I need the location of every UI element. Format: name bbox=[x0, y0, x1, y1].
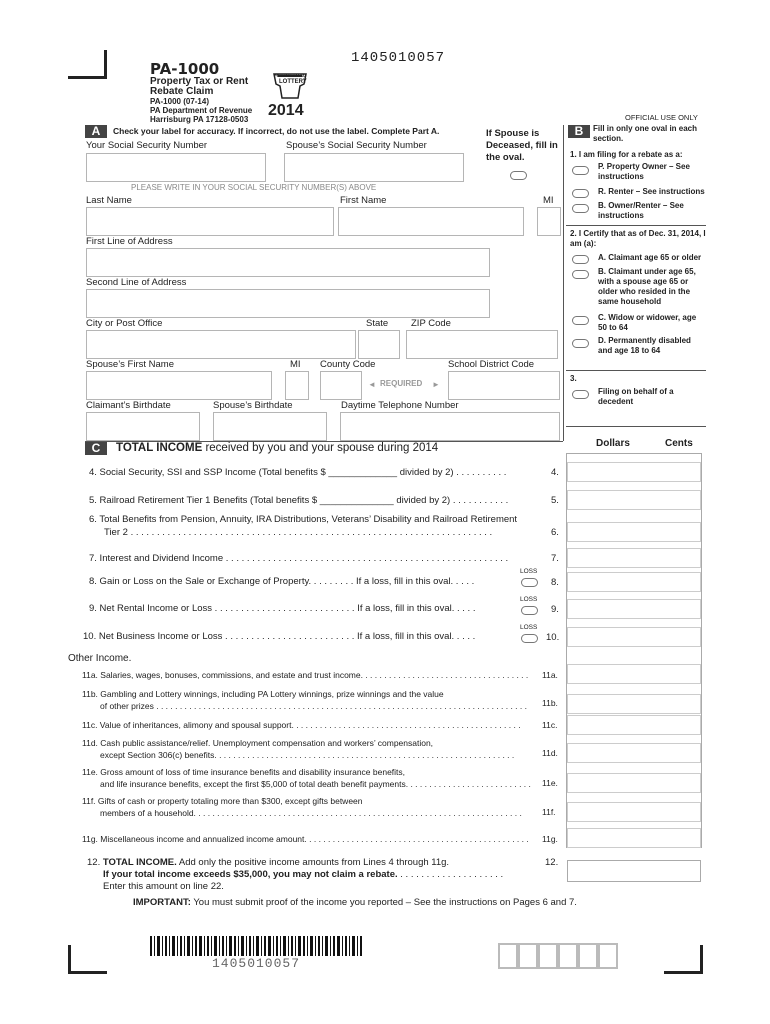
address1-input[interactable] bbox=[86, 248, 490, 277]
oval-widow[interactable] bbox=[572, 316, 589, 325]
section-b-q1: 1. I am filing for a rebate as a: bbox=[570, 150, 683, 159]
line-11f-amount[interactable] bbox=[567, 802, 701, 822]
opt-renter: R. Renter – See instructions bbox=[598, 187, 705, 196]
line-12-prefix: 12. bbox=[87, 857, 101, 868]
line-10-amount[interactable] bbox=[567, 627, 701, 647]
ssn-label: Your Social Security Number bbox=[86, 140, 208, 151]
line-11d-num: 11d. bbox=[542, 748, 558, 758]
line-12-enter: Enter this amount on line 22. bbox=[103, 881, 224, 892]
line-11f-text-b: members of a household. . . . . . . . . . . . . . . . . . . . . . . . . . . . . . . . . . . . . . . . . . . . . . . . . . . . . . . . . . . . . . . . . . . . . . bbox=[100, 808, 522, 818]
line-4-num: 4. bbox=[551, 467, 559, 478]
line-5-num: 5. bbox=[551, 495, 559, 506]
line-11a-text: 11a. Salaries, wages, bonuses, commissions, and estate and trust income. . . . . . . . . . . . . . . . . . . . . . . . . . . . . . . . . . . . bbox=[82, 670, 529, 680]
section-a-frame bbox=[563, 125, 564, 441]
opt-under-65: B. Claimant under age 65, with a spouse age 65 or older who resided in the same household bbox=[598, 267, 696, 306]
spouse-mi-input[interactable] bbox=[285, 371, 309, 400]
opt-age-65: A. Claimant age 65 or older bbox=[598, 253, 702, 262]
opt-decedent: Filing on behalf of a decedent bbox=[598, 387, 674, 406]
line-12-amount[interactable] bbox=[567, 860, 701, 882]
line-11c-num: 11c. bbox=[542, 720, 558, 730]
form-version: PA-1000 (07-14) bbox=[150, 97, 209, 106]
line-9-loss-oval[interactable] bbox=[521, 606, 538, 615]
form-id: PA-1000 bbox=[150, 60, 220, 78]
line-8-loss-label: LOSS bbox=[520, 568, 538, 575]
county-code-input[interactable] bbox=[320, 371, 362, 400]
line-12-num: 12. bbox=[545, 857, 559, 868]
crop-mark-bottom-left bbox=[68, 945, 107, 974]
section-b-rule1 bbox=[566, 225, 706, 226]
line-11e-amount[interactable] bbox=[567, 773, 701, 793]
line-7-amount[interactable] bbox=[567, 548, 701, 568]
oval-owner-renter[interactable] bbox=[572, 204, 589, 213]
section-b-q3: 3. bbox=[570, 374, 577, 383]
lottery-logo-text1: PENNSYLVANIA bbox=[274, 73, 305, 78]
ssn-input[interactable] bbox=[86, 153, 266, 182]
opt-disabled: D. Permanently disabled and age 18 to 64 bbox=[598, 336, 691, 355]
line-8-num: 8. bbox=[551, 577, 559, 588]
county-code-label: County Code bbox=[320, 359, 376, 370]
spouse-mi-label: MI bbox=[290, 359, 301, 370]
important-note bbox=[133, 897, 577, 908]
line-11g-text: 11g. Miscellaneous income and annualized income amount. . . . . . . . . . . . . . . . . . . . . . . . . . . . . . . . . . . . . . . . . . . . . . . . bbox=[82, 834, 529, 844]
tax-year: 2014 bbox=[268, 102, 304, 119]
spouse-deceased-oval[interactable] bbox=[510, 171, 527, 180]
line-11c-amount[interactable] bbox=[567, 715, 701, 735]
line-11f-num: 11f. bbox=[542, 807, 556, 817]
line-4-amount[interactable] bbox=[567, 462, 701, 482]
line-6-text-b: Tier 2 . . . . . . . . . . . . . . . . . . . . . . . . . . . . . . . . . . . . . . . . . . . . . . . . . . . . . . . . . . . . . . . . . . . . . bbox=[104, 527, 493, 538]
line-6-text-a: 6. Total Benefits from Pension, Annuity, IRA Distributions, Veterans’ Disability and Railroad Retirement bbox=[89, 514, 518, 525]
write-ssn-note: PLEASE WRITE IN YOUR SOCIAL SECURITY NUMBER(S) ABOVE bbox=[131, 183, 377, 192]
required-label: REQUIRED bbox=[380, 379, 423, 388]
last-name-input[interactable] bbox=[86, 207, 334, 236]
line-12-warning bbox=[103, 869, 503, 880]
claimant-birthdate-label: Claimant’s Birthdate bbox=[86, 400, 171, 411]
top-code: 1405010057 bbox=[351, 50, 446, 66]
dept: PA Department of Revenue bbox=[150, 106, 253, 115]
spouse-first-name-input[interactable] bbox=[86, 371, 272, 400]
section-b-rule2 bbox=[566, 370, 706, 371]
other-income-label: Other Income. bbox=[68, 653, 132, 664]
oval-disabled[interactable] bbox=[572, 339, 589, 348]
mi-label: MI bbox=[543, 195, 554, 206]
form-title-line1: Property Tax or Rent bbox=[150, 76, 249, 87]
state-label: State bbox=[366, 318, 389, 329]
line-11d-amount[interactable] bbox=[567, 743, 701, 763]
line-11b-text-b: of other prizes . . . . . . . . . . . . . . . . . . . . . . . . . . . . . . . . . . . . . . . . . . . . . . . . . . . . . . . . . . . . . . . . . . . . . . . . . . . . . . . bbox=[100, 701, 527, 711]
line-11e-text-b: and life insurance benefits, except the first $5,000 of total death benefit payments. . . . . . . . . . . . . . . . . . . . . . . . . . . bbox=[100, 779, 531, 789]
last-name-label: Last Name bbox=[86, 195, 132, 206]
zip-label: ZIP Code bbox=[411, 318, 451, 329]
official-use: OFFICIAL USE ONLY bbox=[625, 113, 698, 122]
line-5-text: 5. Railroad Retirement Tier 1 Benefits (Total benefits $ ______________ divided by 2) . . . . . . . . . . . bbox=[89, 495, 509, 506]
school-district-input[interactable] bbox=[448, 371, 560, 400]
first-name-label: First Name bbox=[340, 195, 387, 206]
city-label: City or Post Office bbox=[86, 318, 163, 329]
spouse-deceased-label: If Spouse is Deceased, fill in the oval. bbox=[486, 128, 558, 163]
scan-boxes bbox=[498, 943, 622, 969]
oval-under-65[interactable] bbox=[572, 270, 589, 279]
line-12-warning-text: If your total income exceeds $35,000, you may not claim a rebate. bbox=[103, 869, 398, 880]
line-4-text: 4. Social Security, SSI and SSP Income (Total benefits $ _____________ divided by 2) . . . . . . . . . . bbox=[89, 467, 507, 478]
oval-age-65[interactable] bbox=[572, 255, 589, 264]
line-12-text bbox=[87, 857, 449, 868]
line-8-amount[interactable] bbox=[567, 572, 701, 592]
line-9-num: 9. bbox=[551, 604, 559, 615]
line-12-rest: Add only the positive income amounts from Lines 4 through 11g. bbox=[176, 857, 450, 868]
section-a-badge: A bbox=[85, 125, 107, 138]
line-11b-text-a: 11b. Gambling and Lottery winnings, including PA Lottery winnings, prize winnings and the value bbox=[82, 689, 444, 699]
line-11b-amount[interactable] bbox=[567, 694, 701, 714]
line-6-num: 6. bbox=[551, 527, 559, 538]
oval-property-owner[interactable] bbox=[572, 166, 589, 175]
section-c-title-rest: received by you and your spouse during 2014 bbox=[202, 442, 439, 454]
line-11d-text-a: 11d. Cash public assistance/relief. Unemployment compensation and workers’ compensation, bbox=[82, 738, 434, 748]
required-arrow-left: ◄ bbox=[368, 380, 376, 389]
line-11c-text: 11c. Value of inheritances, alimony and spousal support. . . . . . . . . . . . . . . . . . . . . . . . . . . . . . . . . . . . . . . . . . . . . . . . . bbox=[82, 720, 521, 730]
line-8-text: 8. Gain or Loss on the Sale or Exchange of Property. . . . . . . . . If a loss, fill in this oval. . . . . bbox=[89, 576, 475, 587]
line-9-amount[interactable] bbox=[567, 599, 701, 619]
line-9-text: 9. Net Rental Income or Loss . . . . . . . . . . . . . . . . . . . . . . . . . . . If a loss, fill in this oval. . . . . bbox=[89, 603, 476, 614]
opt-owner-renter: B. Owner/Renter – See instructions bbox=[598, 201, 684, 220]
lottery-logo-text2: LOTTERY bbox=[279, 79, 307, 85]
school-district-label: School District Code bbox=[448, 359, 535, 370]
line-7-text: 7. Interest and Dividend Income . . . . . . . . . . . . . . . . . . . . . . . . . . . . . . . . . . . . . . . . . . . . . . . . . . . . . . bbox=[89, 553, 509, 564]
zip-input[interactable] bbox=[406, 330, 558, 359]
barcode-code: 1405010057 bbox=[212, 956, 301, 971]
line-11d-text-b: except Section 306(c) benefits. . . . . . . . . . . . . . . . . . . . . . . . . . . . . . . . . . . . . . . . . . . . . . . . . . . . . . . . . . . . . . . . bbox=[100, 750, 515, 760]
line-11g-num: 11g. bbox=[542, 834, 558, 844]
dept-address: Harrisburg PA 17128-0503 bbox=[150, 115, 249, 124]
spouse-ssn-input[interactable] bbox=[284, 153, 464, 182]
oval-decedent[interactable] bbox=[572, 390, 589, 399]
line-8-loss-oval[interactable] bbox=[521, 578, 538, 587]
spouse-ssn-label: Spouse’s Social Security Number bbox=[286, 140, 427, 151]
city-input[interactable] bbox=[86, 330, 356, 359]
opt-property-owner: P. Property Owner – See instructions bbox=[598, 162, 690, 181]
opt-widow: C. Widow or widower, age 50 to 64 bbox=[598, 313, 697, 332]
address2-input[interactable] bbox=[86, 289, 490, 318]
section-b-instruction: Fill in only one oval in each section. bbox=[593, 124, 698, 143]
oval-renter[interactable] bbox=[572, 189, 589, 198]
section-b-q2: 2. I Certify that as of Dec. 31, 2014, I am (a): bbox=[570, 229, 706, 248]
line-11g-amount[interactable] bbox=[567, 828, 701, 848]
line-10-text: 10. Net Business Income or Loss . . . . . . . . . . . . . . . . . . . . . . . . . If a loss, fill in this oval. . . . . bbox=[83, 631, 476, 642]
section-c-title-bold: TOTAL INCOME bbox=[116, 442, 203, 454]
line-11b-num: 11b. bbox=[542, 698, 558, 708]
line-11e-num: 11e. bbox=[542, 778, 558, 788]
barcode bbox=[150, 936, 362, 956]
line-6-amount[interactable] bbox=[567, 522, 701, 542]
line-7-num: 7. bbox=[551, 553, 559, 564]
mi-input[interactable] bbox=[537, 207, 561, 236]
phone-input[interactable] bbox=[340, 412, 560, 441]
phone-label: Daytime Telephone Number bbox=[341, 400, 459, 411]
line-11f-text-a: 11f. Gifts of cash or property totaling more than $300, except gifts between bbox=[82, 796, 363, 806]
line-9-loss-label: LOSS bbox=[520, 596, 538, 603]
claimant-birthdate-input[interactable] bbox=[86, 412, 200, 441]
line-11e-text-a: 11e. Gross amount of loss of time insurance benefits and disability insurance benefits, bbox=[82, 767, 406, 777]
form-title-line2: Rebate Claim bbox=[150, 86, 214, 97]
crop-mark-top-left bbox=[68, 50, 107, 79]
address1-label: First Line of Address bbox=[86, 236, 173, 247]
address2-label: Second Line of Address bbox=[86, 277, 187, 288]
section-c-badge: C bbox=[85, 442, 107, 455]
first-name-input[interactable] bbox=[338, 207, 524, 236]
section-b-badge: B bbox=[568, 125, 590, 138]
cents-header: Cents bbox=[665, 438, 693, 449]
spouse-first-name-label: Spouse’s First Name bbox=[86, 359, 174, 370]
spouse-birthdate-input[interactable] bbox=[213, 412, 327, 441]
crop-mark-bottom-right bbox=[664, 945, 703, 974]
dollars-header: Dollars bbox=[596, 438, 630, 449]
line-10-loss-oval[interactable] bbox=[521, 634, 538, 643]
required-arrow-right: ► bbox=[432, 380, 440, 389]
line-12-bold: TOTAL INCOME. bbox=[102, 857, 177, 868]
section-c-title bbox=[116, 442, 438, 454]
state-input[interactable] bbox=[358, 330, 400, 359]
line-10-loss-label: LOSS bbox=[520, 624, 538, 631]
spouse-birthdate-label: Spouse’s Birthdate bbox=[213, 400, 293, 411]
line-5-amount[interactable] bbox=[567, 490, 701, 510]
section-b-rule3 bbox=[566, 426, 706, 427]
important-rest: You must submit proof of the income you reported – See the instructions on Pages 6 and 7. bbox=[190, 897, 577, 908]
important-bold: IMPORTANT: bbox=[133, 897, 191, 908]
section-a-instruction: Check your label for accuracy. If incorrect, do not use the label. Complete Part A. bbox=[113, 126, 440, 136]
line-11a-amount[interactable] bbox=[567, 664, 701, 684]
line-11a-num: 11a. bbox=[542, 670, 558, 680]
line-10-num: 10. bbox=[546, 632, 560, 643]
line-12-warning-dots: . . . . . . . . . . . . . . . . . . . . bbox=[397, 869, 504, 880]
